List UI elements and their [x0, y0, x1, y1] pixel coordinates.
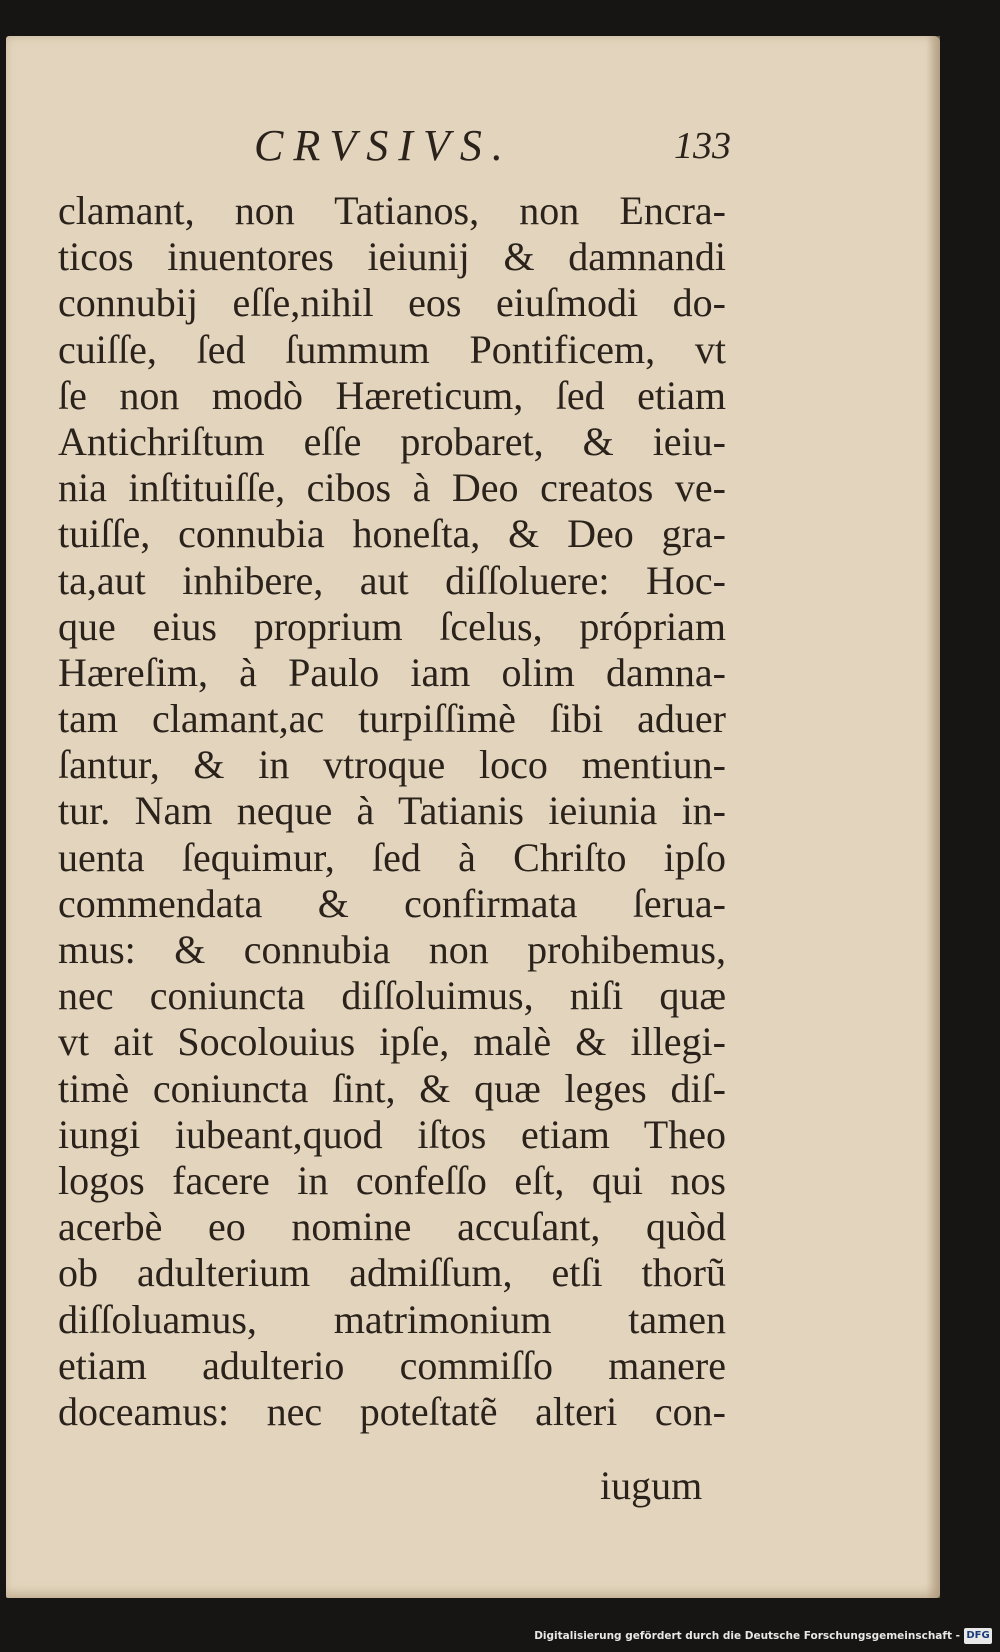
text-line: etiam adulterio commiſſo manere	[58, 1342, 726, 1388]
page-edge	[926, 36, 940, 1598]
text-line: tam clamant,ac turpiſſimè ſibi aduer	[58, 696, 726, 742]
text-line: diſſoluamus, matrimonium tamen	[58, 1296, 726, 1342]
text-line: Hæreſim, à Paulo iam olim damna-	[58, 649, 726, 695]
text-line: ob adulterium admiſſum, etſi thorũ	[58, 1250, 726, 1296]
digitization-footer	[534, 1626, 992, 1646]
text-block	[58, 188, 726, 1435]
text-line: Antichriſtum eſſe probaret, & ieiu-	[58, 418, 726, 464]
text-line: vt ait Socolouius ipſe, malè & illegi-	[58, 1019, 726, 1065]
text-line: ticos inuentores ieiunij & damnandi	[58, 234, 726, 280]
text-line: nec coniuncta diſſoluimus, niſi quæ	[58, 973, 726, 1019]
dfg-logo: DFG	[964, 1628, 992, 1644]
text-line: mus: & connubia non prohibemus,	[58, 927, 726, 972]
running-head: CRVSIVS.	[254, 121, 513, 170]
text-line: timè coniuncta ſint, & quæ leges diſ-	[58, 1065, 726, 1111]
text-line: ta,aut inhibere, aut diſſoluere: Hoc-	[58, 557, 726, 603]
page-number: 133	[674, 125, 731, 167]
text-line: clamant, non Tatianos, non Encra-	[58, 188, 726, 233]
text-line: ſantur, & in vtroque loco mentiun-	[58, 742, 726, 788]
funding-notice: Digitalisierung gefördert durch die Deutsche Forschungsgemeinschaft -	[534, 1630, 960, 1642]
page-header	[6, 120, 940, 180]
text-line: acerbè eo nomine accuſant, quòd	[58, 1204, 726, 1250]
text-line: nia inſtituiſſe, cibos à Deo creatos ve-	[58, 465, 726, 511]
text-line: connubij eſſe,nihil eos eiuſmodi do-	[58, 280, 726, 326]
text-line: logos facere in confeſſo eſt, qui nos	[58, 1157, 726, 1203]
text-line: ſe non modò Hæreticum, ſed etiam	[58, 372, 726, 418]
text-line: que eius proprium ſcelus, própriam	[58, 603, 726, 649]
book-page	[6, 36, 940, 1598]
text-line: commendata & confirmata ſerua-	[58, 880, 726, 926]
text-line: doceamus: nec poteſtatẽ alteri con-	[58, 1388, 726, 1434]
text-line: tuiſſe, connubia honeſta, & Deo gra-	[58, 511, 726, 557]
text-line: cuiſſe, ſed ſummum Pontificem, vt	[58, 326, 726, 372]
text-line: iungi iubeant,quod iſtos etiam Theo	[58, 1111, 726, 1157]
text-line: uenta ſequimur, ſed à Chriſto ipſo	[58, 834, 726, 880]
text-line: tur. Nam neque à Tatianis ieiunia in-	[58, 788, 726, 834]
catchword: iugum	[600, 1463, 703, 1508]
